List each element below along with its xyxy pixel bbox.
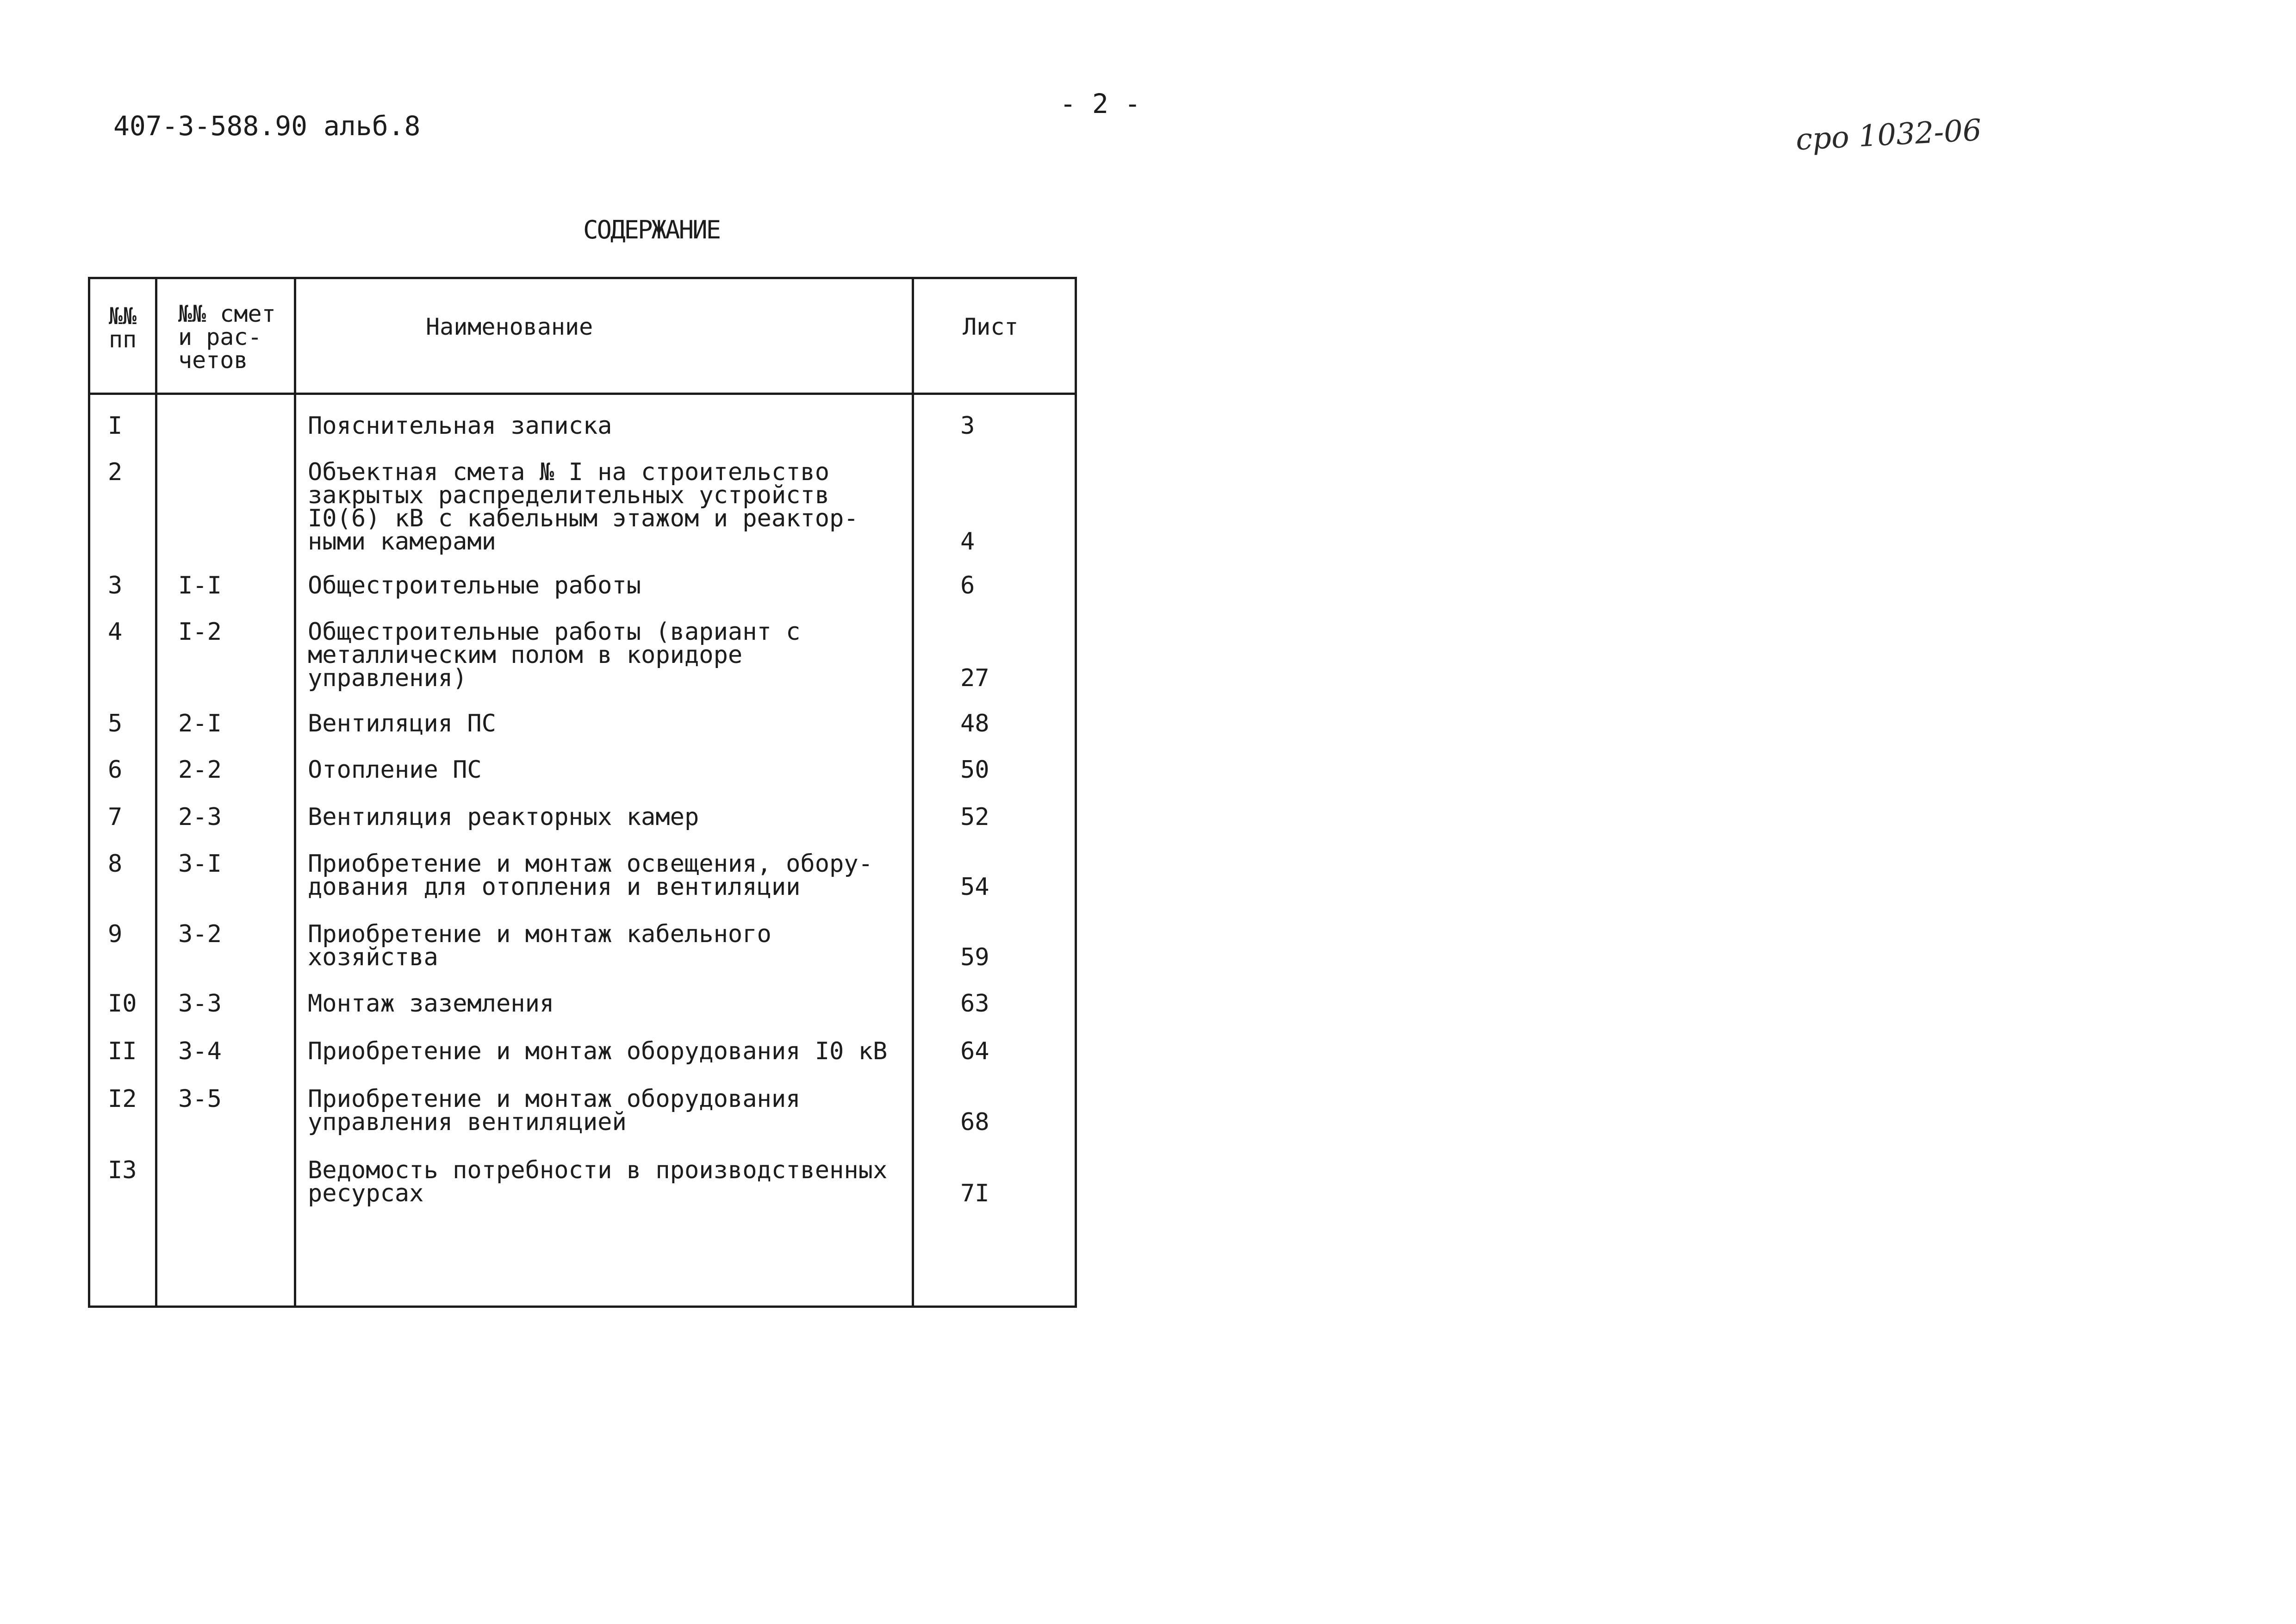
- row-estimate-number: 2-I: [178, 710, 222, 737]
- row-estimate-number: 3-I: [178, 850, 222, 878]
- row-sheet: 52: [960, 803, 989, 831]
- row-number: I: [108, 412, 123, 440]
- column-divider: [294, 279, 296, 1305]
- column-header-num: №№ пп: [109, 303, 137, 353]
- row-estimate-number: 2-2: [178, 756, 222, 784]
- row-name: Общестроительные работы: [308, 572, 641, 600]
- row-estimate-number: 3-5: [178, 1085, 222, 1113]
- contents-table: [88, 277, 1077, 1308]
- row-name: Объектная смета № I на строительство закрытых распределительных устройств I0(6) кВ с кабельным этажом и реактор- ными камерами: [308, 458, 859, 556]
- row-name: Приобретение и монтаж кабельного хозяйства: [308, 920, 772, 971]
- row-number: 6: [108, 756, 123, 784]
- row-sheet: 50: [960, 756, 989, 784]
- page-number: - 2 -: [1060, 88, 1141, 119]
- row-number: II: [108, 1037, 137, 1065]
- row-estimate-number: 3-2: [178, 920, 222, 948]
- row-number: 4: [108, 618, 123, 646]
- row-sheet: 59: [960, 943, 989, 971]
- row-name: Вентиляция реакторных камер: [308, 803, 699, 831]
- row-number: I3: [108, 1156, 137, 1184]
- row-number: 7: [108, 803, 123, 831]
- row-sheet: 48: [960, 710, 989, 737]
- document-code: 407-3-588.90 альб.8: [113, 110, 421, 142]
- column-header-estimate: №№ смет и рас- четов: [178, 300, 276, 374]
- row-name: Монтаж заземления: [308, 990, 554, 1018]
- column-divider: [155, 279, 157, 1305]
- row-estimate-number: I-2: [178, 618, 222, 646]
- row-sheet: 7I: [960, 1180, 989, 1207]
- row-sheet: 68: [960, 1108, 989, 1136]
- row-name: Отопление ПС: [308, 756, 482, 784]
- column-header-name: Наименование: [426, 313, 593, 340]
- row-estimate-number: 3-3: [178, 990, 222, 1018]
- row-name: Приобретение и монтаж освещения, обору- дования для отопления и вентиляции: [308, 850, 873, 901]
- row-number: I2: [108, 1085, 137, 1113]
- row-name: Приобретение и монтаж оборудования управления вентиляцией: [308, 1085, 801, 1136]
- row-estimate-number: 3-4: [178, 1037, 222, 1065]
- archive-number-handwritten: сро 1032-06: [1795, 113, 1983, 157]
- row-number: 3: [108, 572, 123, 600]
- row-name: Пояснительная записка: [308, 412, 612, 440]
- page-title: СОДЕРЖАНИЕ: [583, 215, 720, 244]
- row-name: Ведомость потребности в производственных ресурсах: [308, 1156, 888, 1207]
- row-name: Общестроительные работы (вариант с металлическим полом в коридоре управления): [308, 618, 801, 692]
- row-estimate-number: 2-3: [178, 803, 222, 831]
- row-sheet: 54: [960, 873, 989, 901]
- row-number: 9: [108, 920, 123, 948]
- row-sheet: 3: [960, 412, 975, 440]
- row-number: 5: [108, 710, 123, 737]
- row-name: Приобретение и монтаж оборудования I0 кВ: [308, 1037, 888, 1065]
- header-divider: [90, 393, 1075, 395]
- row-number: I0: [108, 990, 137, 1018]
- row-sheet: 64: [960, 1037, 989, 1065]
- row-number: 8: [108, 850, 123, 878]
- column-header-sheet: Лист: [963, 313, 1019, 340]
- row-sheet: 6: [960, 572, 975, 600]
- row-name: Вентиляция ПС: [308, 710, 496, 737]
- row-estimate-number: I-I: [178, 572, 222, 600]
- row-sheet: 63: [960, 990, 989, 1018]
- row-number: 2: [108, 458, 123, 486]
- column-divider: [912, 279, 914, 1305]
- row-sheet: 27: [960, 664, 989, 692]
- row-sheet: 4: [960, 528, 975, 556]
